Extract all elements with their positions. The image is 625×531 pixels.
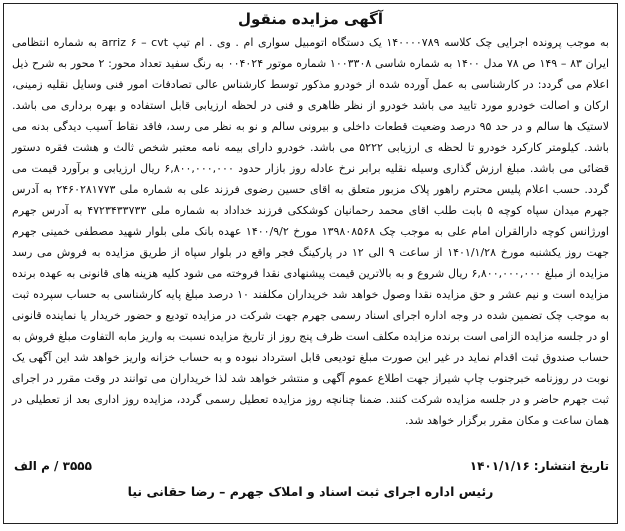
publication-date-label: تاریخ انتشار: bbox=[533, 459, 609, 473]
publication-date: ۱۴۰۱/۱/۱۶ bbox=[469, 459, 530, 473]
signature-line: رئیس اداره اجرای ثبت اسناد و املاک جهرم – رضا حقانی نیا bbox=[127, 484, 494, 499]
auction-notice bbox=[3, 3, 618, 524]
notice-title: آگهی مزایده منقول bbox=[238, 10, 383, 28]
publication-row bbox=[12, 459, 609, 479]
reference-code: ۳۵۵۵ / م الف bbox=[14, 459, 92, 473]
publication-date-block bbox=[470, 459, 609, 473]
notice-body: به موجب پرونده اجرایی چک کلاسه ۱۴۰۰۰۰۷۸۹ یک دستگاه اتومبیل سواری ام . وی . ام تیپ arriz ۶ – cvt به شماره انتظامی ایران ۸۳ – ۱۴۹ ص ۷۸ مدل ۱۴۰۰ به شماره شاسی ۱۰۰۳۳۰۸ شماره موتور ۰۰۴۰۲۴ به رنگ سفید تعداد محور: ۲ محور به شرح ذیل اعلام می گردد: در کارشناسی به عمل آورده شده از خودرو مذکور توسط کارشناس عالی تصادفات امور فنی وسایل نقلیه زمینی، ارکان و اصالت خودرو مورد تایید می باشد خودرو از نظر ظاهری و فنی در لحظه ارزیابی قابل استفاده و بهره برداری می باشد. لاستیک ها سالم و در حد ۹۵ درصد وضعیت قطعات داخلی و بیرونی سالم و نو به نظر می رسد، فاقد نقاط آسیب دیدگی بدنه می باشد. کیلومتر کارکرد خودرو تا لحظه ی ارزیابی ۵۲۲۲ می باشد. خودرو دارای بیمه نامه معتبر شخص ثالث و هشت فقره دستور قضائی می باشد. مبلغ ارزش گذاری وسیله نقلیه برابر نرخ عادله روز بازار حدود ۶,۸۰۰,۰۰۰,۰۰۰ ریال ارزیابی و برآورد قیمت می گردد. حسب اعلام پلیس محترم راهور پلاک مزبور متعلق به اقای حسین رضوی فرزند علی به شماره ملی ۲۴۶۰۲۸۱۷۷۳ به آدرس جهرم میدان سپاه کوچه ۵ بابت طلب اقای محمد رحمانیان کوشککی فرزند خداداد به شماره ملی ۴۷۲۳۴۳۳۷۳۳ به آدرس جهرم اورژانس کوچه دارالقران امام علی به موجب چک ۱۳۹۸۰۸۵۶۸ مورخ ۱۴۰۰/۹/۲ عهده بانک ملی بلوار شهید مصطفی خمینی جهرم جهت روز یکشنبه مورخ ۱۴۰۱/۱/۲۸ از ساعت ۹ الی ۱۲ در پارکینگ فجر واقع در بلوار سپاه از طریق مزایده به فروش می رسد مزایده از مبلغ ۶,۸۰۰,۰۰۰,۰۰۰ ریال شروع و به بالاترین قیمت پیشنهادی نقدا فروخته می شود کلیه هزینه های قانونی به عهده برنده مزایده است و نیم عشر و حق مزایده نقدا وصول خواهد شد خریداران مکلفند ۱۰ درصد مبلغ پایه کارشناسی به حساب سپرده ثبت به موجب چک تضمین شده در وجه اداره اجرای اسناد رسمی جهرم جهت شرکت در مزایده تودیع و حضور خریدار یا نماینده قانونی او در جلسه مزایده الزامی است برنده مزایده مکلف است ظرف پنج روز از تاریخ مزایده نسبت به واریز مابه التفاوت مبلغ فروش به حساب صندوق ثبت اقدام نماید در غیر این صورت مبلغ تودیعی قابل استرداد نبوده و به حساب خزانه واریز خواهد شد این آگهی یک نوبت در روزنامه خبرجنوب چاپ شیراز جهت اطلاع عموم آگهی و منتشر خواهد شد لذا خریداران می توانند در وقت مقرر در اجرای ثبت جهرم حاضر و در جلسه مزایده شرکت کنند. ضمنا چنانچه روز مزایده تعطیل رسمی گردد، مزایده روز اداری بعد از تعطیلی در همان ساعت و مکان مقرر برگزار خواهد شد. bbox=[12, 36, 610, 427]
